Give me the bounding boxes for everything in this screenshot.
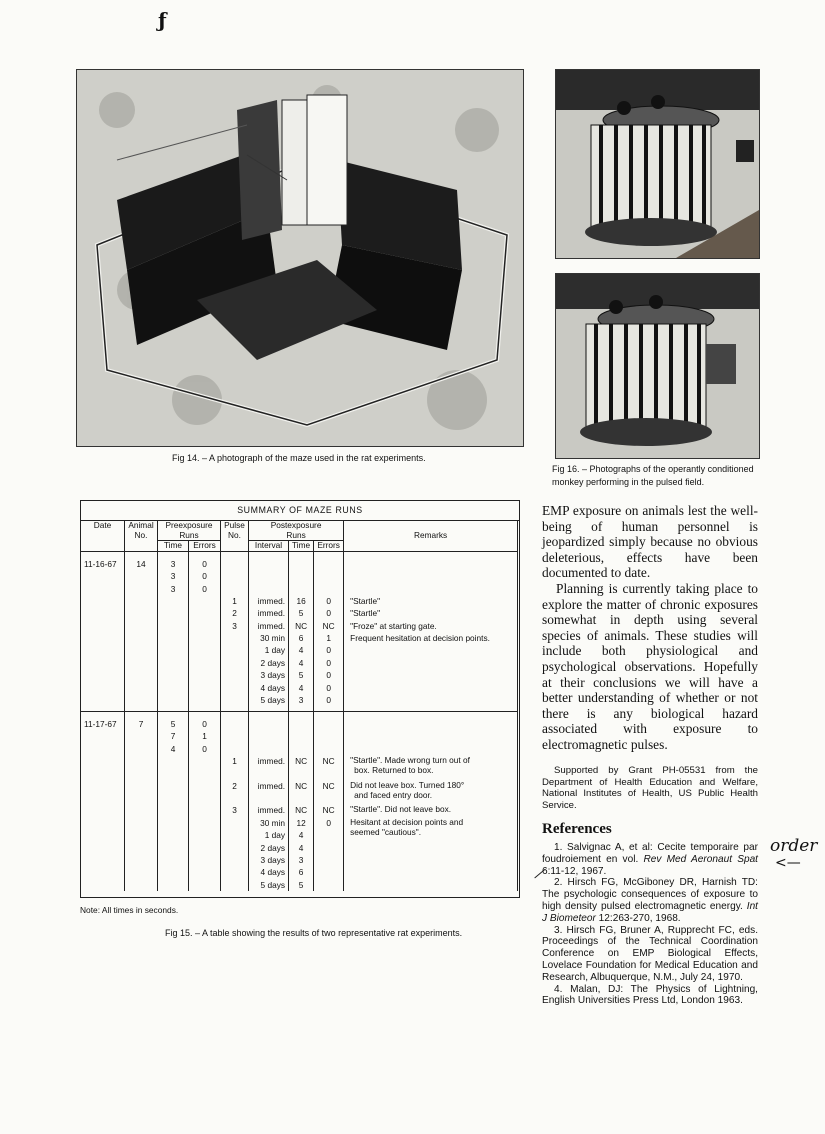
interval: immed. xyxy=(257,755,285,766)
pre-time: 3 xyxy=(170,571,176,582)
body-paragraph: Planning is currently taking place to explore the matter of chronic exposures somewhat in depth using several species of animals. These studies will include both physiological and psychological observations. Hopefully at their conclusions we will have a better understanding of whether or not there is any biological hazard associated with exposure to electromagnetic pulses. xyxy=(542,580,758,752)
table-note: Note: All times in seconds. xyxy=(80,905,179,915)
pulse-no: 1 xyxy=(232,755,237,766)
table-title: SUMMARY OF MAZE RUNS xyxy=(81,501,519,521)
header-post-errors: Errors xyxy=(314,541,344,552)
pre-time: 7 xyxy=(170,731,176,742)
post-time: 4 xyxy=(298,830,304,841)
handwritten-arrow: <— xyxy=(775,855,801,871)
remark: "Startle". Did not leave box. xyxy=(350,804,452,815)
post-errors: 0 xyxy=(326,657,331,668)
post-errors: NC xyxy=(322,755,335,766)
remark: Frequent hesitation at decision points. xyxy=(350,632,490,643)
pre-errors: 0 xyxy=(202,571,207,582)
post-time: 12 xyxy=(296,817,306,828)
interval: 30 min xyxy=(260,817,285,828)
interval: 30 min xyxy=(260,632,285,643)
post-time: 3 xyxy=(298,854,304,865)
post-errors: 0 xyxy=(326,682,331,693)
reference-item: 1. Salvignac A, et al: Cecite temporaire par foudroiement en vol. Rev Med Aeronaut Spat 6:11-12, 1967. xyxy=(542,842,758,877)
exp1-date: 11-16-67 xyxy=(84,558,117,569)
reference-item: 2. Hirsch FG, McGiboney DR, Harnish TD: The psychologic consequences of exposure to high density pulsed electromagnetic energy. Int J Biometeor 12:263-270, 1968. xyxy=(542,877,758,924)
header-pulse: Pulse No. xyxy=(221,521,249,551)
pre-errors: 0 xyxy=(202,583,207,594)
interval: 2 days xyxy=(260,842,285,853)
header-interval: Interval xyxy=(249,541,289,552)
post-errors: 0 xyxy=(326,608,331,619)
post-errors: 1 xyxy=(326,632,331,643)
interval: 1 day xyxy=(264,830,285,841)
reference-item: 4. Malan, DJ: The Physics of Lightning, English Universities Press Ltd, London 1963. xyxy=(542,983,758,1007)
remark: "Froze" at starting gate. xyxy=(350,620,437,631)
header-postexposure: Postexposure Runs xyxy=(249,521,344,541)
references-heading: References xyxy=(542,821,612,837)
post-time: NC xyxy=(295,755,308,766)
post-time: NC xyxy=(295,805,308,816)
post-errors: NC xyxy=(322,620,335,631)
pre-errors: 0 xyxy=(202,558,207,569)
remark: Hesitant at decision points and seemed "cautious". xyxy=(350,816,464,837)
pre-time: 3 xyxy=(170,583,176,594)
post-errors: 0 xyxy=(326,595,331,606)
monkey-photo-top xyxy=(555,69,760,259)
post-errors: NC xyxy=(322,780,335,791)
header-animal: Animal No. xyxy=(125,521,158,551)
post-time: 4 xyxy=(298,682,304,693)
pre-errors: 0 xyxy=(202,743,207,754)
grant-note: Supported by Grant PH-05531 from the Department of Health Education and Welfare, National Institutes of Health, US Public Health Service. xyxy=(542,765,758,811)
pulse-no: 1 xyxy=(232,595,237,606)
remark: "Startle" xyxy=(350,595,381,606)
post-errors: NC xyxy=(322,805,335,816)
interval: immed. xyxy=(257,608,285,619)
post-time: 5 xyxy=(298,670,304,681)
post-time: NC xyxy=(295,780,308,791)
interval: 5 days xyxy=(260,694,285,705)
body-text xyxy=(542,503,758,753)
handwritten-note: order xyxy=(770,836,818,856)
table-grid xyxy=(80,521,518,891)
reference-item: 3. Hirsch FG, Bruner A, Rupprecht FC, eds. Proceedings of the Technical Coordination Conference on EMP Biological Effects, Lovelace Foundation for Medical Education and Research, Albuquerque, N.M., July 24, 1970. xyxy=(542,924,758,983)
interval: immed. xyxy=(257,805,285,816)
post-time: 6 xyxy=(298,867,304,878)
post-time: 4 xyxy=(298,657,304,668)
references-list xyxy=(542,842,758,1007)
maze-runs-table xyxy=(80,500,520,898)
header-pre-time: Time xyxy=(158,541,189,552)
stray-mark: ƒ xyxy=(158,8,167,32)
remark: "Startle". Made wrong turn out of box. Returned to box. xyxy=(350,754,470,775)
remark: "Startle" xyxy=(350,608,381,619)
pulse-no: 2 xyxy=(232,608,237,619)
experiment-row-2 xyxy=(81,711,518,891)
post-time: NC xyxy=(295,620,308,631)
interval: 4 days xyxy=(260,867,285,878)
pre-errors: 1 xyxy=(202,731,207,742)
interval: immed. xyxy=(257,780,285,791)
fig16-caption: Fig 16. – Photographs of the operantly conditioned monkey performing in the pulsed field. xyxy=(552,464,754,487)
header-remarks: Remarks xyxy=(344,521,518,551)
body-paragraph: EMP exposure on animals lest the well-being of human personnel is jeopardized simply because no obvious deleterious, effects have been documented to date. xyxy=(542,503,758,581)
post-errors: 0 xyxy=(326,694,331,705)
interval: 5 days xyxy=(260,879,285,890)
remark: Did not leave box. Turned 180° and faced entry door. xyxy=(350,779,465,800)
pre-time: 3 xyxy=(170,558,176,569)
post-time: 4 xyxy=(298,645,304,656)
experiment-row-1 xyxy=(81,551,518,711)
header-preexposure: Preexposure Runs xyxy=(158,521,221,541)
post-errors: 0 xyxy=(326,645,331,656)
pre-time: 4 xyxy=(170,743,176,754)
post-time: 4 xyxy=(298,842,304,853)
pre-time: 5 xyxy=(170,718,176,729)
header-date: Date xyxy=(81,521,125,551)
post-errors: 0 xyxy=(326,817,331,828)
maze-photo xyxy=(76,69,524,447)
exp2-date: 11-17-67 xyxy=(84,718,117,729)
exp2-animal: 7 xyxy=(138,718,144,729)
pulse-no: 3 xyxy=(232,620,237,631)
post-time: 3 xyxy=(298,694,304,705)
pulse-no: 3 xyxy=(232,805,237,816)
interval: 2 days xyxy=(260,657,285,668)
post-time: 6 xyxy=(298,632,304,643)
interval: immed. xyxy=(257,595,285,606)
post-time: 5 xyxy=(298,879,304,890)
fig15-caption: Fig 15. – A table showing the results of two representative rat experiments. xyxy=(165,928,463,938)
monkey-photo-bottom xyxy=(555,273,760,459)
post-errors: 0 xyxy=(326,670,331,681)
interval: 3 days xyxy=(260,670,285,681)
fig14-caption: Fig 14. – A photograph of the maze used in the rat experiments. xyxy=(172,453,426,463)
interval: 3 days xyxy=(260,854,285,865)
interval: immed. xyxy=(257,620,285,631)
post-time: 5 xyxy=(298,608,304,619)
pulse-no: 2 xyxy=(232,780,237,791)
header-post-time: Time xyxy=(289,541,314,552)
interval: 4 days xyxy=(260,682,285,693)
post-time: 16 xyxy=(296,595,306,606)
pre-errors: 0 xyxy=(202,718,207,729)
header-pre-errors: Errors xyxy=(189,541,221,552)
interval: 1 day xyxy=(264,645,285,656)
exp1-animal: 14 xyxy=(136,558,146,569)
